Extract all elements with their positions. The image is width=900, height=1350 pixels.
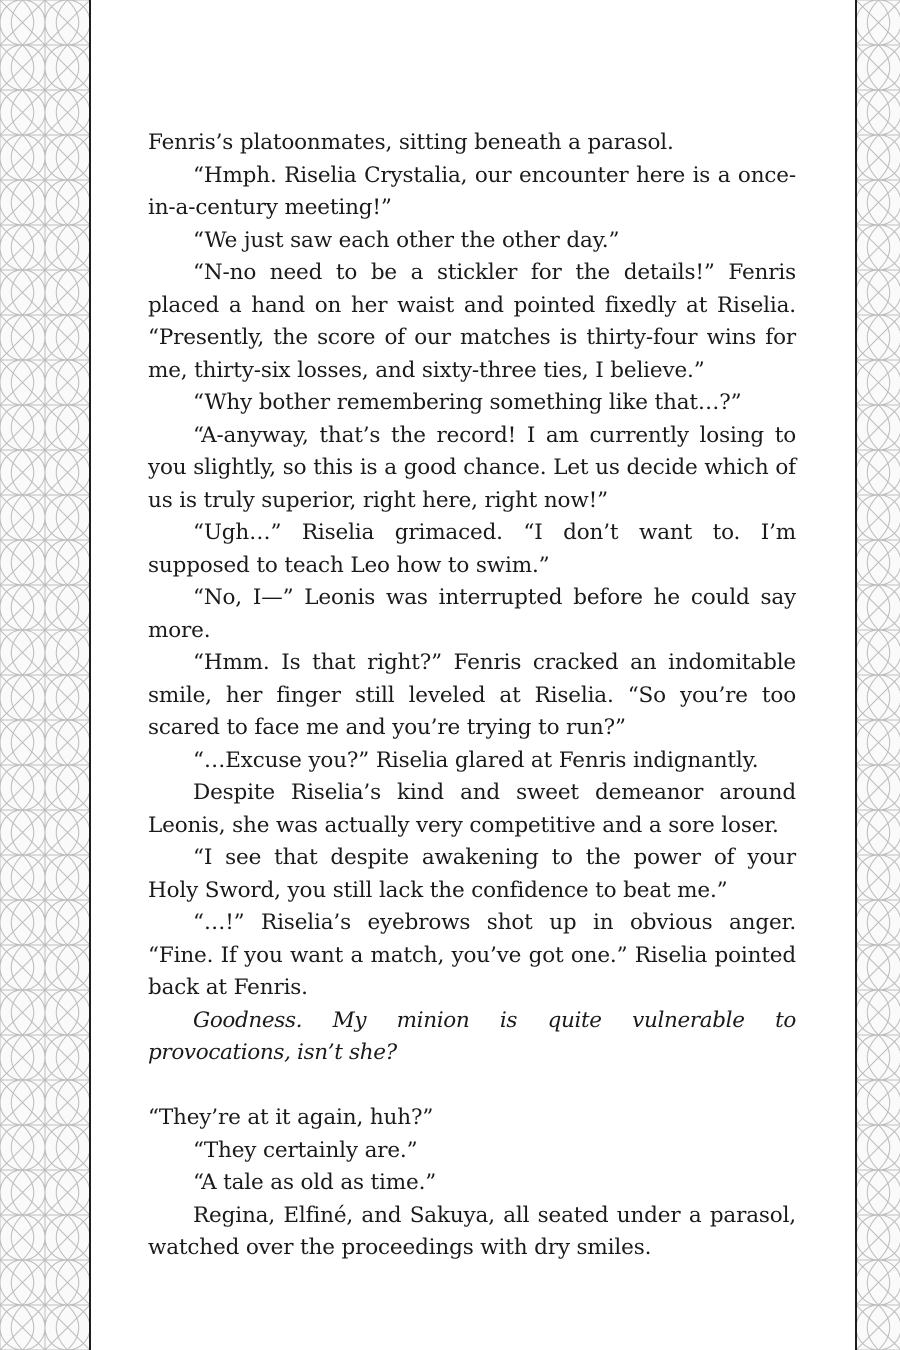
paragraph: “A-anyway, that’s the record! I am currently losing to you slightly, so this is a good chance. Let us decide which of us is truly superior, right here, right now!” [148, 422, 796, 513]
paragraph: “N-no need to be a stickler for the details!” Fenris placed a hand on her waist and pointed fixedly at Riselia. “Presently, the score of our matches is thirty-four wins for me, thirty-six losses, and sixty-three ties, I believe.” [148, 260, 796, 383]
paragraph: “Why bother remembering something like that…?” [193, 390, 742, 415]
left-frame-line [89, 0, 91, 1350]
right-frame-line [855, 0, 857, 1350]
paragraph: Fenris’s platoonmates, sitting beneath a parasol. [148, 130, 674, 155]
geometric-pattern [0, 0, 90, 1350]
paragraph: “…!” Riselia’s eyebrows shot up in obvious anger. “Fine. If you want a match, you’ve got one.” Riselia pointed back at Fenris. [148, 910, 796, 1000]
paragraph: “Hmph. Riselia Crystalia, our encounter here is a once-in-a-century meeting!” [148, 162, 796, 220]
paragraph: “No, I—” Leonis was interrupted before he could say more. [148, 585, 796, 643]
paragraph: “A tale as old as time.” [193, 1170, 437, 1195]
inner-monologue: Goodness. My minion is quite vulnerable to provocations, isn’t she? [148, 1007, 796, 1065]
paragraph: “They’re at it again, huh?” [148, 1105, 434, 1130]
paragraph: “We just saw each other the other day.” [193, 227, 620, 253]
paragraph: “…Excuse you?” Riselia glared at Fenris indignantly. [193, 747, 759, 773]
paragraph: “I see that despite awakening to the power of your Holy Sword, you still lack the confidence to beat me.” [148, 845, 796, 903]
paragraph: Despite Riselia’s kind and sweet demeanor around Leonis, she was actually very competitive and a sore loser. [148, 780, 796, 838]
body-text [148, 127, 796, 1265]
paragraph: “They certainly are.” [193, 1137, 418, 1163]
left-ornamental-border [0, 0, 90, 1350]
geometric-pattern [856, 0, 900, 1350]
paragraph: Regina, Elfiné, and Sakuya, all seated under a parasol, watched over the proceedings with dry smiles. [148, 1202, 796, 1260]
paragraph: “Ugh…” Riselia grimaced. “I don’t want to. I’m supposed to teach Leo how to swim.” [148, 520, 796, 578]
right-ornamental-border [856, 0, 900, 1350]
paragraph: “Hmm. Is that right?” Fenris cracked an indomitable smile, her finger still leveled at Riselia. “So you’re too scared to face me and you’re trying to run?” [148, 650, 796, 740]
